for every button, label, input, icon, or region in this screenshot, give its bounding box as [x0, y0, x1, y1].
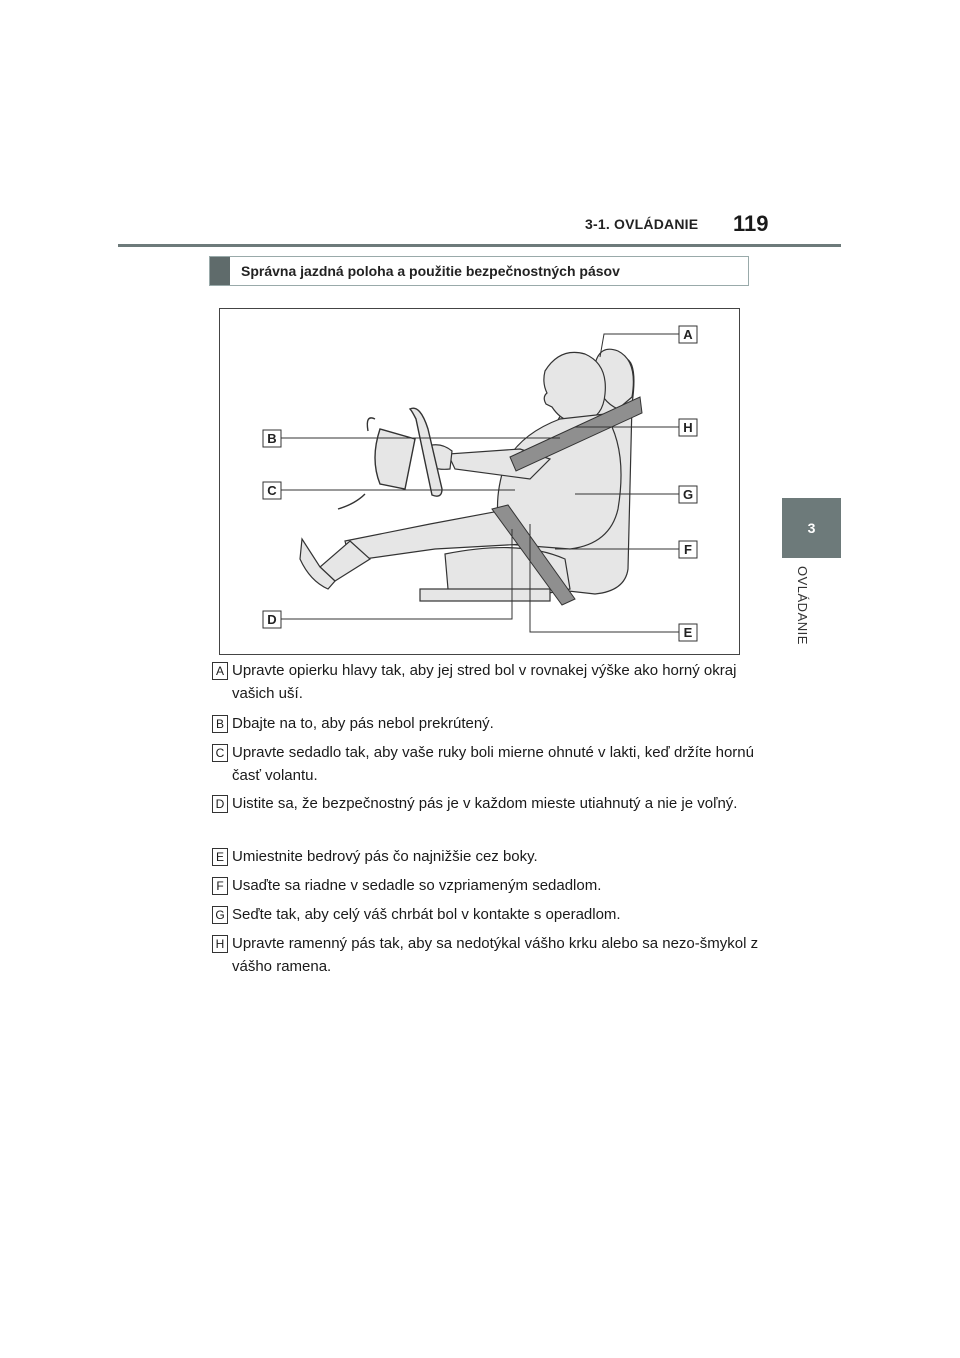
callout-b: B	[267, 431, 277, 446]
callout-a: A	[683, 327, 693, 342]
item-letter: G	[212, 906, 228, 924]
item-text: Upravte sedadlo tak, aby vaše ruky boli mierne ohnuté v lakti, keď držíte hornú časť volantu.	[232, 744, 754, 784]
item-letter: E	[212, 848, 228, 866]
section-title: 3-1. OVLÁDANIE	[585, 216, 699, 232]
driver-illustration	[220, 309, 739, 654]
callout-c: C	[267, 483, 277, 498]
heading-bar	[210, 257, 230, 285]
heading-text: Správna jazdná poloha a použitie bezpečnostných pásov	[241, 263, 620, 279]
item-text: Upravte ramenný pás tak, aby sa nedotýkal vášho krku alebo sa nezo-šmykol z vášho ramena.	[232, 935, 759, 975]
callout-h: H	[683, 420, 693, 435]
item-text: Uistite sa, že bezpečnostný pás je v každom mieste utiahnutý a nie je voľný.	[232, 795, 738, 812]
page-number: 119	[733, 211, 769, 236]
item-text: Usaďte sa riadne v sedadle so vzpriameným sedadlom.	[232, 877, 602, 894]
item-text: Upravte opierku hlavy tak, aby jej stred bol v rovnakej výške ako horný okraj vašich uší.	[232, 662, 737, 702]
chapter-tab	[782, 498, 841, 558]
item-letter: D	[212, 795, 228, 813]
callout-g: G	[682, 487, 694, 502]
chapter-label: OVLÁDANIE	[795, 566, 810, 645]
header-divider	[118, 244, 841, 247]
seating-position-figure	[219, 308, 740, 655]
item-letter: B	[212, 715, 228, 733]
item-text: Umiestnite bedrový pás čo najnižšie cez boky.	[232, 848, 538, 865]
section-heading	[209, 256, 749, 286]
item-letter: F	[212, 877, 228, 895]
item-text: Seďte tak, aby celý váš chrbát bol v kontakte s operadlom.	[232, 906, 621, 923]
item-letter: H	[212, 935, 228, 953]
callout-e: E	[683, 625, 693, 640]
callout-f: F	[684, 542, 692, 557]
item-text: Dbajte na to, aby pás nebol prekrútený.	[232, 715, 494, 732]
item-letter: C	[212, 744, 228, 762]
chapter-number: 3	[807, 520, 816, 536]
callout-d: D	[267, 612, 277, 627]
item-letter: A	[212, 662, 228, 680]
